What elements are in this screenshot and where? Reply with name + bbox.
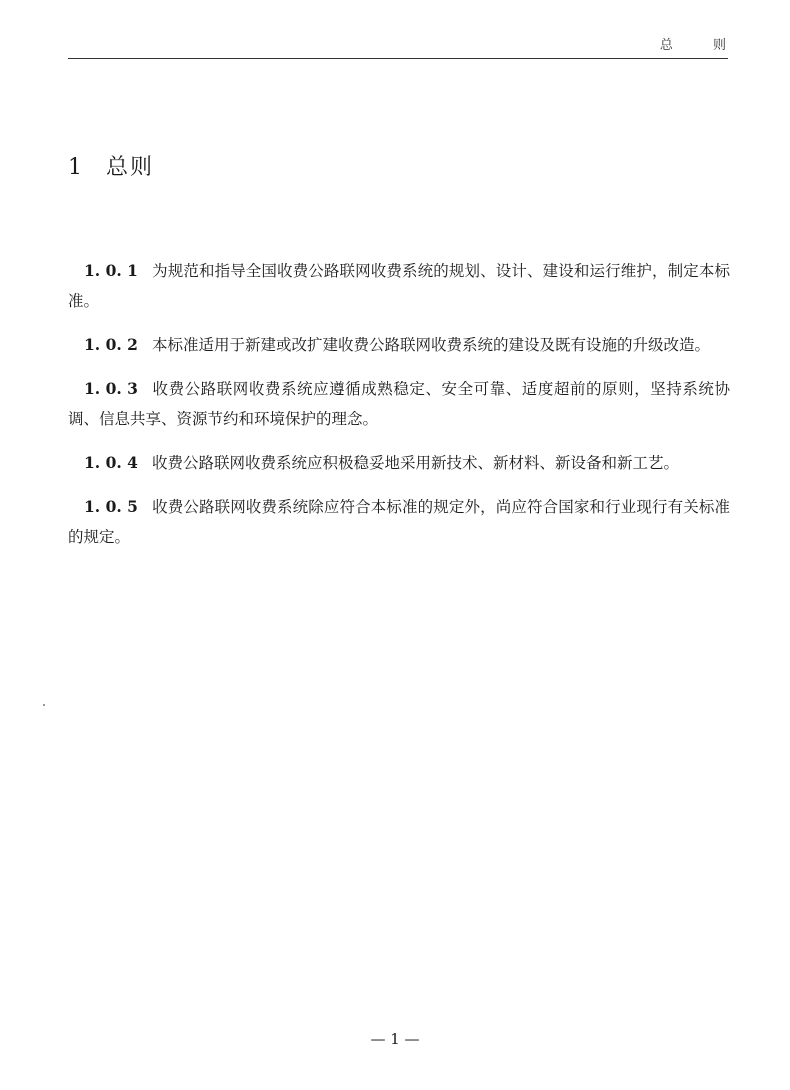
clause-number: 1. 0. 2 [84,335,138,354]
clause-text: 收费公路联网收费系统应遵循成熟稳定、安全可靠、适度超前的原则，坚持系统协调、信息共享、资源节约和环境保护的理念。 [68,380,730,428]
clause-1-0-3 [68,374,730,434]
clause-1-0-1 [68,256,730,316]
running-header-title: 总 则 [659,38,744,53]
clause-number: 1. 0. 1 [84,261,138,280]
chapter-title: 总则 [106,155,155,180]
clause-1-0-5 [68,492,730,552]
chapter-heading [68,152,154,184]
clause-list [68,256,730,566]
clause-text: 收费公路联网收费系统除应符合本标准的规定外，尚应符合国家和行业现行有关标准的规定。 [68,498,730,546]
clause-number: 1. 0. 5 [84,497,138,516]
running-header [68,30,744,59]
scan-speck [43,704,45,706]
clause-number: 1. 0. 4 [84,453,138,472]
clause-1-0-4 [68,448,730,478]
clause-text: 为规范和指导全国收费公路联网收费系统的规划、设计、建设和运行维护，制定本标准。 [68,262,730,310]
clause-1-0-2 [68,330,730,360]
page-number: — 1 — [370,1030,420,1048]
clause-number: 1. 0. 3 [84,379,138,398]
clause-text: 本标准适用于新建或改扩建收费公路联网收费系统的建设及既有设施的升级改造。 [151,336,710,354]
clause-text: 收费公路联网收费系统应积极稳妥地采用新技术、新材料、新设备和新工艺。 [151,454,679,472]
chapter-number: 1 [68,155,82,180]
